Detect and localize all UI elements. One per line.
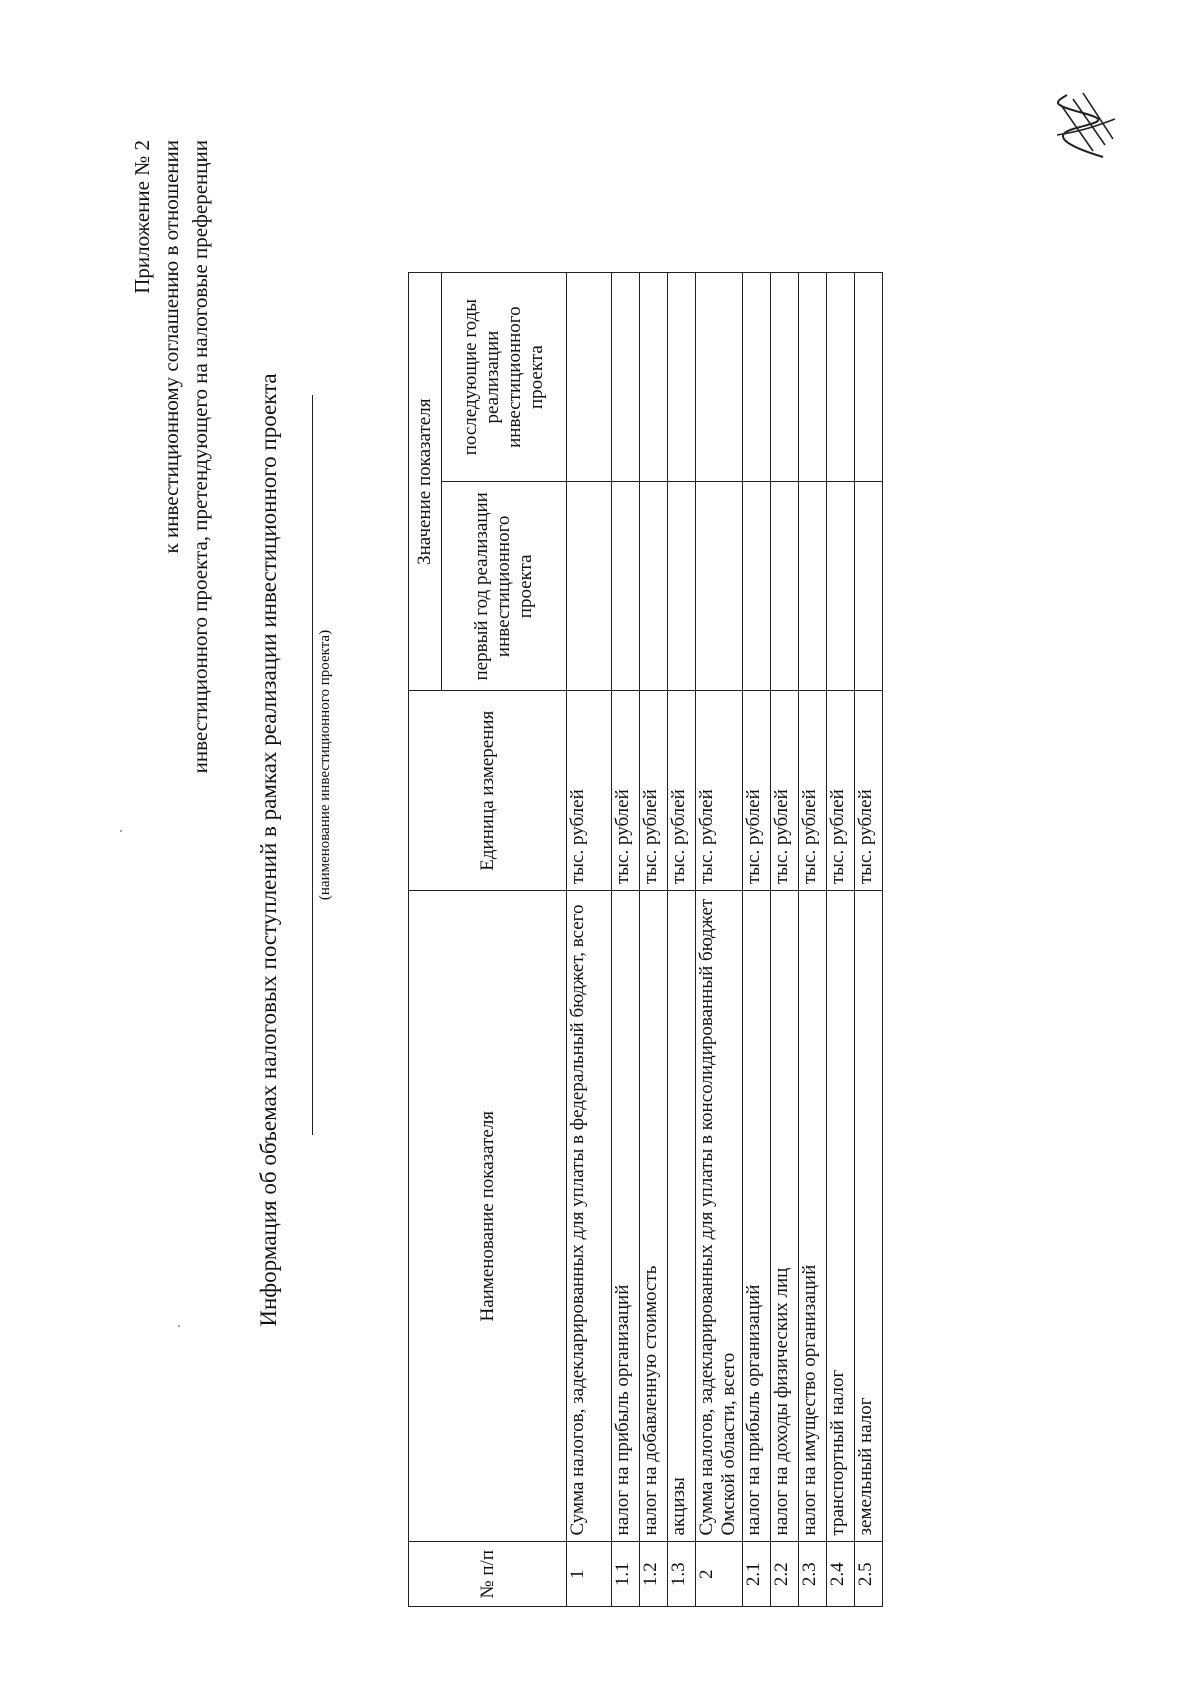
row-unit: тыс. рублей — [696, 691, 743, 891]
row-name: налог на имущество организаций — [799, 891, 827, 1542]
row-unit: тыс. рублей — [612, 691, 640, 891]
row-next-years-value — [743, 273, 771, 482]
row-num: 2.5 — [855, 1542, 883, 1607]
table-row — [668, 273, 696, 1607]
document-title: Информация об объемах налоговых поступлений в рамках реализации инвестиционного проекта — [256, 373, 281, 1327]
table-row — [612, 273, 640, 1607]
row-num: 1.3 — [668, 1542, 696, 1607]
row-first-year-value — [696, 482, 743, 691]
row-next-years-value — [855, 273, 883, 482]
row-first-year-value — [827, 482, 855, 691]
row-unit: тыс. рублей — [855, 691, 883, 891]
appendix-line-1: к инвестиционному соглашению в отношении — [159, 140, 183, 554]
row-next-years-value — [696, 273, 743, 482]
row-next-years-value — [567, 273, 612, 482]
table-row — [567, 273, 612, 1607]
appendix-title: Приложение № 2 — [130, 140, 154, 294]
header-name: Наименование показателя — [409, 891, 567, 1542]
row-num: 2.1 — [743, 1542, 771, 1607]
row-first-year-value — [799, 482, 827, 691]
table-row — [855, 273, 883, 1607]
table-row — [696, 273, 743, 1607]
row-num: 2.3 — [799, 1542, 827, 1607]
row-next-years-value — [640, 273, 668, 482]
row-next-years-value — [612, 273, 640, 482]
table-row — [771, 273, 799, 1607]
row-unit: тыс. рублей — [827, 691, 855, 891]
row-first-year-value — [567, 482, 612, 691]
row-first-year-value — [640, 482, 668, 691]
row-first-year-value — [771, 482, 799, 691]
row-unit: тыс. рублей — [668, 691, 696, 891]
row-unit: тыс. рублей — [799, 691, 827, 891]
table-row — [827, 273, 855, 1607]
row-num: 2 — [696, 1542, 743, 1607]
row-first-year-value — [855, 482, 883, 691]
project-name-caption: (наименование инвестиционного проекта) — [317, 629, 333, 901]
header-first-year: первый год реализации инвестиционного проекта — [442, 482, 567, 691]
project-name-line — [312, 395, 313, 1135]
row-unit: тыс. рублей — [640, 691, 668, 891]
row-next-years-value — [771, 273, 799, 482]
row-next-years-value — [668, 273, 696, 482]
header-value-group: Значение показателя — [409, 273, 442, 691]
row-next-years-value — [827, 273, 855, 482]
row-name: налог на доходы физических лиц — [771, 891, 799, 1542]
table-row — [743, 273, 771, 1607]
row-name: Сумма налогов, задекларированных для уплаты в федеральный бюджет, всего — [567, 891, 612, 1542]
row-name: транспортный налог — [827, 891, 855, 1542]
signature-mark — [1043, 85, 1123, 165]
header-unit: Единица измерения — [409, 691, 567, 891]
tax-revenue-table — [408, 272, 883, 1607]
row-name: налог на добавленную стоимость — [640, 891, 668, 1542]
row-name: налог на прибыль организаций — [743, 891, 771, 1542]
row-first-year-value — [668, 482, 696, 691]
document-page — [128, 60, 1168, 1640]
scan-speck — [178, 1325, 180, 1327]
row-num: 1.2 — [640, 1542, 668, 1607]
row-num: 2.4 — [827, 1542, 855, 1607]
row-first-year-value — [743, 482, 771, 691]
row-first-year-value — [612, 482, 640, 691]
row-next-years-value — [799, 273, 827, 482]
row-unit: тыс. рублей — [567, 691, 612, 891]
row-name: земельный налог — [855, 891, 883, 1542]
scan-speck — [120, 830, 122, 832]
header-next-years: последующие годы реализации инвестиционного проекта — [442, 273, 567, 482]
row-unit: тыс. рублей — [771, 691, 799, 891]
table-row — [799, 273, 827, 1607]
table-row — [640, 273, 668, 1607]
row-name: Сумма налогов, задекларированных для уплаты в консолидированный бюджет Омской области, всего — [696, 891, 743, 1542]
row-name: налог на прибыль организаций — [612, 891, 640, 1542]
header-num: № п/п — [409, 1542, 567, 1607]
row-name: акцизы — [668, 891, 696, 1542]
appendix-line-2: инвестиционного проекта, претендующего на налоговые преференции — [188, 140, 212, 774]
row-num: 1.1 — [612, 1542, 640, 1607]
row-unit: тыс. рублей — [743, 691, 771, 891]
row-num: 2.2 — [771, 1542, 799, 1607]
row-num: 1 — [567, 1542, 612, 1607]
